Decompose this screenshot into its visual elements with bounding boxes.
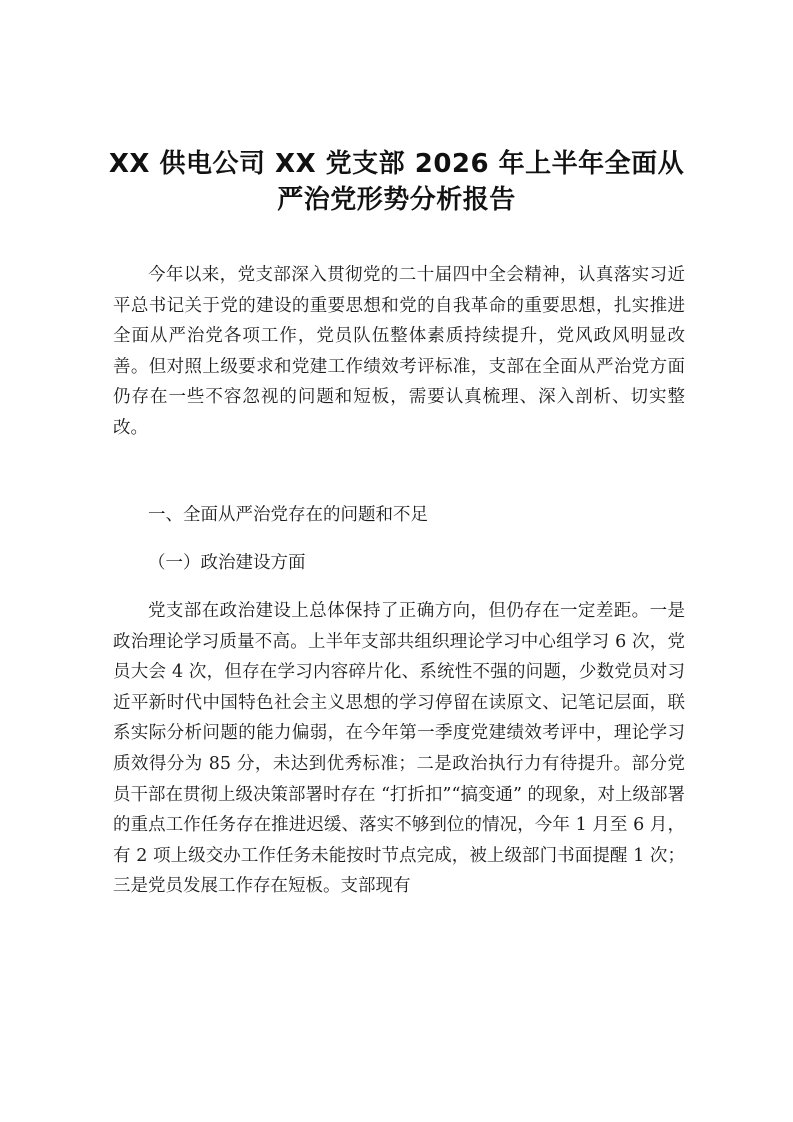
document-title [60,146,733,218]
section-heading: 一、全面从严治党存在的问题和不足 [148,505,428,525]
intro-paragraph: 今年以来，党支部深入贯彻党的二十届四中全会精神，认真落实习近平总书记关于党的建设的重要思想和党的自我革命的重要思想，扎实推进全面从严治党各项工作，党员队伍整体素质持续提升，党风政风明显改善。但对照上级要求和党建工作绩效考评标准，支部在全面从严治党方面仍存在一些不容忽视的问题和短板，需要认真梳理、深入剖析、切实整改。 [113,265,685,438]
title-line-2: 严治党形势分析报告 [277,185,516,215]
title-line-1: XX 供电公司 XX 党支部 2026 年上半年全面从 [108,149,685,179]
subsection-paragraph: 党支部在政治建设上总体保持了正确方向，但仍存在一定差距。一是政治理论学习质量不高。上半年支部共组织理论学习中心组学习 6 次，党员大会 4 次，但存在学习内容碎片化、系统性不强的问题，少数党员对习近平新时代中国特色社会主义思想的学习停留在读原文、记笔记层面，联系实际分析问题的能力偏弱，在今年第一季度党建绩效考评中，理论学习质效得分为 85 分，未达到优秀标准；二是政治执行力有待提升。部分党员干部在贯彻上级决策部署时存在 “打折扣”“搞变通” 的现象，对上级部署的重点工作任务存在推进迟缓、落实不够到位的情况，今年 1 月至 6 月，有 2 项上级交办工作任务未能按时节点完成，被上级部门书面提醒 1 次；三是党员发展工作存在短板。支部现有 [113,601,685,897]
subsection-heading: （一）政治建设方面 [148,553,306,573]
